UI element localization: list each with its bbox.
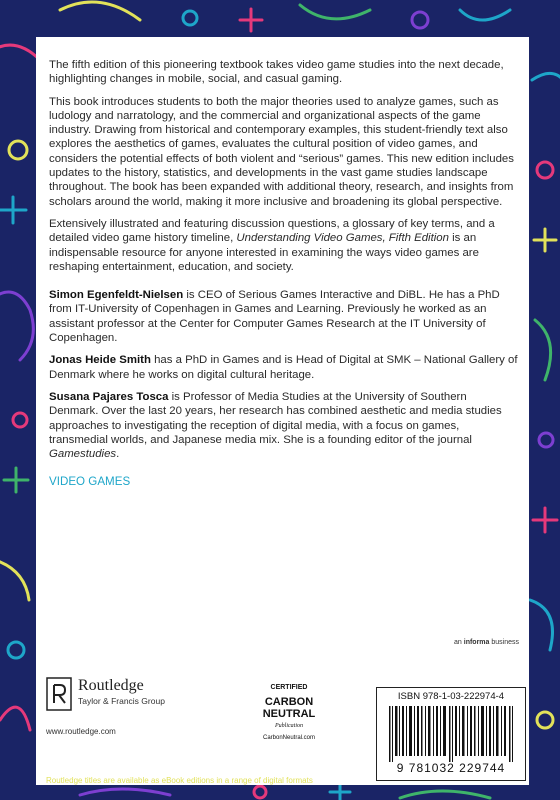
author-bio-1 (49, 288, 519, 345)
publisher-name: Routledge (78, 677, 144, 694)
subject-category: VIDEO GAMES (49, 475, 131, 489)
author-bio: is CEO of Serious Games Interactive and DiBL. He has a PhD from IT-University of Copenhagen in Games and Learning. Previously he worked as an assistant professor at the Center for Computer Games Research at the IT University of Copenhagen. (49, 289, 500, 345)
publisher-group: Taylor & Francis Group (78, 696, 165, 706)
description-paragraph-3 (49, 217, 519, 274)
book-title: Understanding Video Games, Fifth Edition (236, 232, 449, 245)
description-text: Extensively illustrated and featuring discussion questions, a glossary of key terms, and a detailed video game history timeline, (49, 217, 495, 245)
carbon-main-2: NEUTRAL (262, 708, 316, 720)
author-name: Simon Egenfeldt-Nielsen (49, 289, 184, 302)
description-text: is an indispensable resource for anyone interested in examining the ways video games are reshaping entertainment, education, and society. (49, 232, 479, 273)
description-paragraph-2: This book introduces students to both the major theories used to analyze games, such as ludology and narratology, and the commercial and organizational aspects of the game industry. Drawing from historical and contemporary examples, this student-friendly text also explores the aesthetics of games, evaluates the cultural position of video games, and considers the potential effects of both violent and “serious” games. This new edition includes updates to the history, statistics, and developments in the vast game studies landscape throughout. The book has been expanded with additional theory, research, and insights from scholars around the world, making it more inclusive and broadening its global perspective. (49, 95, 514, 208)
journal-title: Gamestudies (49, 448, 117, 461)
carbon-small: Publication (275, 723, 303, 729)
back-cover-text (49, 58, 519, 498)
isbn-number: ISBN 978-1-03-222974-4 (397, 691, 505, 702)
author-bio-3 (49, 390, 519, 461)
description-paragraph-1: The fifth edition of this pioneering textbook takes video game studies into the next decade, highlighting changes in mobile, social, and casual gaming. (49, 59, 504, 86)
informa-business-label: an informa business (454, 639, 519, 646)
carbon-top: CERTIFIED (270, 684, 308, 691)
author-bio-end: . (116, 448, 120, 461)
carbon-neutral-badge (252, 675, 326, 749)
carbon-url: CarbonNeutral.com (262, 735, 316, 741)
isbn-barcode-box (376, 687, 526, 781)
publisher-url: www.routledge.com (46, 727, 116, 736)
author-name: Jonas Heide Smith (49, 354, 151, 367)
routledge-logo-icon (46, 677, 72, 711)
carbon-main-1: CARBON (264, 696, 314, 708)
author-bio: is Professor of Media Studies at the University of Southern Denmark. Over the last 20 years, her research has combined aesthetic and media studies approaches to investigating the reception of digital media, with a focus on games, transmedial worlds, and Japanese media mix. She is a founding editor of the journal (49, 390, 502, 446)
author-bio-2 (49, 353, 519, 382)
publisher-info-area (36, 637, 529, 785)
barcode-icon (383, 706, 519, 762)
author-bio: has a PhD in Games and is Head of Digital at SMK – National Gallery of Denmark where he works on digital cultural heritage. (49, 354, 518, 381)
barcode-digits: 9 781032 229744 (396, 761, 506, 775)
author-name: Susana Pajares Tosca (49, 390, 169, 403)
ebook-notice: Routledge titles are available as eBook editions in a range of digital formats (46, 776, 313, 785)
